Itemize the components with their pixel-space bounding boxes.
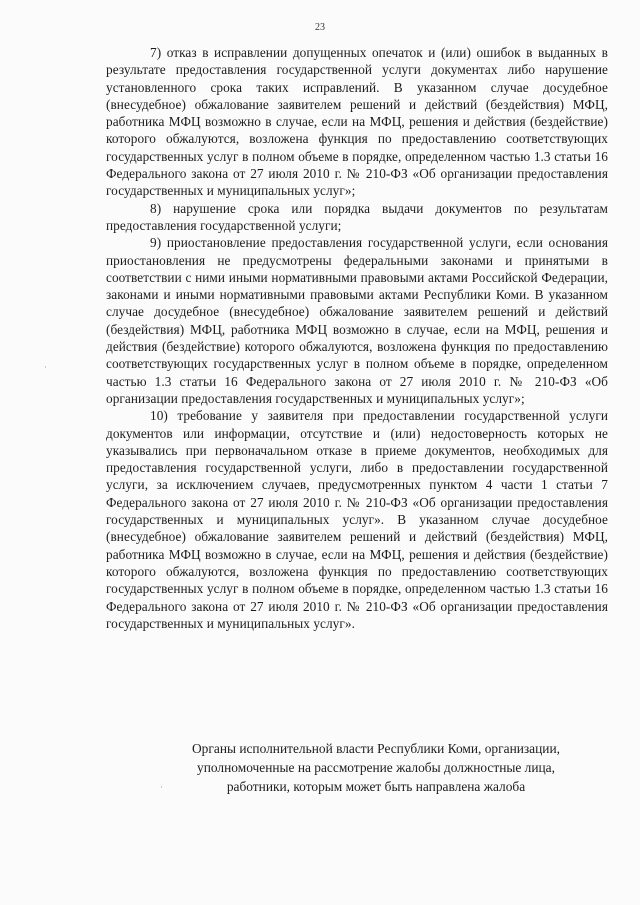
scan-speck-mark: · xyxy=(160,782,163,792)
scan-speck-mark: · xyxy=(44,362,47,372)
section-heading-line-2: уполномоченные на рассмотрение жалобы должностные лица, xyxy=(197,760,555,776)
list-item-10: 10) требование у заявителя при предоставлении государственной услуги документов или информации, отсутствие и (или) недостоверность которых не указывались при первоначальном отказе в приеме документов, необходимых для предоставления государственной услуги, либо в предоставлении государственной услуги, за исключением случаев, предусмотренных пунктом 4 части 1 статьи 7 Федерального закона от 27 июля 2010 г. № 210-ФЗ «Об организации предоставления государственных и муниципальных услуг». В указанном случае досудебное (внесудебное) обжалование заявителем решений и действий (бездействия) МФЦ, работника МФЦ возможно в случае, если на МФЦ, решения и действия (бездействие) которого обжалуются, возложена функция по предоставлению соответствующих государственных услуг в полном объеме в порядке, определенном частью 1.3 статьи 16 Федерального закона от 27 июля 2010 г. № 210-ФЗ «Об организации предоставления государственных и муниципальных услуг». xyxy=(106,408,608,631)
section-heading xyxy=(150,739,602,797)
page-number: 23 xyxy=(315,22,325,33)
section-heading-line-1: Органы исполнительной власти Республики Коми, организации, xyxy=(192,741,560,756)
list-item-8: 8) нарушение срока или порядка выдачи документов по результатам предоставления государственной услуги; xyxy=(106,200,608,233)
document-body xyxy=(106,44,608,632)
list-item-7: 7) отказ в исправлении допущенных опечаток и (или) ошибок в выданных в результате предоставления государственной услуги документах либо нарушение установленного срока таких исправлений. В указанном случае досудебное (внесудебное) обжалование заявителем решений и действий (бездействия) МФЦ, работника МФЦ возможно в случае, если на МФЦ, решения и действия (бездействие) которого обжалуются, возложена функция по предоставлению соответствующих государственных услуг в полном объеме в порядке, определенном частью 1.3 статьи 16 Федерального закона от 27 июля 2010 г. № 210-ФЗ «Об организации предоставления государственных и муниципальных услуг»; xyxy=(106,45,608,199)
list-item-9: 9) приостановление предоставления государственной услуги, если основания приостановления не предусмотрены федеральными законами и принятыми в соответствии с ними иными нормативными правовыми актами Российской Федерации, законами и иными нормативными правовыми актами Республики Коми. В указанном случае досудебное (внесудебное) обжалование заявителем решений и действий (бездействия) МФЦ, работника МФЦ возможно в случае, если на МФЦ, решения и действия (бездействие) которого обжалуются, возложена функция по предоставлению соответствующих государственных услуг в полном объеме в порядке, определенном частью 1.3 статьи 16 Федерального закона от 27 июля 2010 г. № 210-ФЗ «Об организации предоставления государственных и муниципальных услуг»; xyxy=(106,235,608,406)
section-heading-line-3: работники, которым может быть направлена жалоба xyxy=(226,779,526,795)
